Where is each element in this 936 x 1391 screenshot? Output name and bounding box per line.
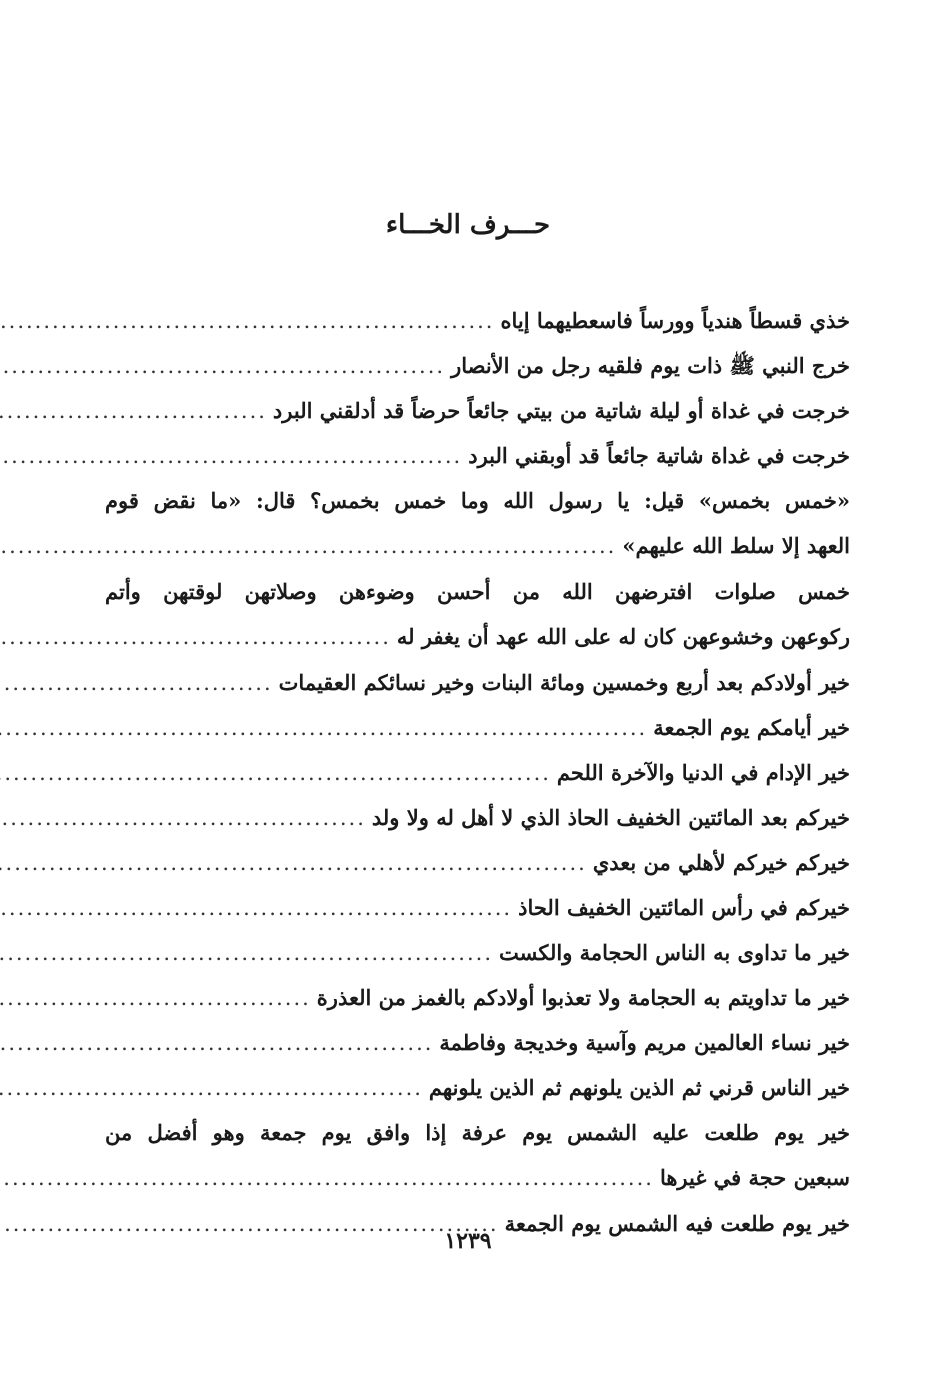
leader-dots — [0, 796, 366, 841]
entry-line — [105, 885, 850, 930]
entry-text: خير أولادكم بعد أربع وخمسين ومائة البنات وخير نسائكم العقيمات — [278, 670, 850, 695]
leader-dots — [0, 841, 587, 886]
leader-dots — [0, 434, 462, 479]
index-entry — [105, 569, 850, 660]
entry-line — [105, 750, 850, 795]
entry-line — [105, 1065, 850, 1110]
entry-line — [105, 523, 850, 569]
index-entry — [105, 1065, 850, 1110]
index-entry — [105, 298, 850, 343]
index-entry — [105, 750, 850, 795]
index-entry — [105, 1020, 850, 1065]
index-entry — [105, 1110, 850, 1201]
entry-text: خذي قسطاً هندياً وورساً فاسعطيهما إياه — [500, 308, 850, 333]
leader-dots — [0, 1156, 654, 1201]
page-number: ١٢٣٩ — [444, 1228, 492, 1254]
entry-text: خرج النبي ﷺ ذات يوم فلقيه رجل من الأنصار — [451, 353, 850, 378]
index-entry — [105, 343, 850, 388]
entry-text: سبعين حجة في غيرها — [659, 1165, 850, 1190]
entry-line — [105, 433, 850, 478]
entry-line — [105, 388, 850, 433]
entry-line — [105, 930, 850, 975]
entry-line — [105, 660, 850, 705]
entry-first-line: خمس صلوات افترضهن الله من أحسن وضوءهن وصلاتهن لوقتهن وأتم — [105, 579, 850, 604]
leader-dots — [0, 344, 445, 389]
leader-dots — [0, 886, 512, 931]
entry-line — [105, 1020, 850, 1065]
entry-text: خير أيامكم يوم الجمعة — [653, 715, 850, 740]
index-entry — [105, 388, 850, 433]
entry-text: ركوعهن وخشوعهن كان له على الله عهد أن يغفر له — [396, 624, 850, 649]
entry-text: خرجت في غداة شاتية جائعاً قد أوبقني البرد — [468, 443, 850, 468]
index-entries — [105, 298, 850, 1246]
entry-line — [105, 795, 850, 840]
leader-dots — [0, 976, 311, 1021]
entry-line — [105, 614, 850, 660]
index-entry — [105, 705, 850, 750]
entry-text: خيركم خيركم لأهلي من بعدي — [592, 850, 850, 875]
leader-dots — [0, 751, 551, 796]
entry-line — [105, 975, 850, 1020]
index-entry — [105, 930, 850, 975]
entry-text: خرجت في غداة أو ليلة شاتية من بيتي جائعاً حرضاً قد أدلقني البرد — [272, 398, 850, 423]
index-entry — [105, 885, 850, 930]
entry-text: خير ما تداويتم به الحجامة ولا تعذبوا أولادكم بالغمز من العذرة — [316, 985, 850, 1010]
index-entry — [105, 478, 850, 569]
entry-text: خير نساء العالمين مريم وآسية وخديجة وفاطمة — [439, 1030, 850, 1055]
entry-first-line: «خمس بخمس» قيل: يا رسول الله وما خمس بخمس؟ قال: «ما نقض قوم — [105, 488, 850, 513]
entry-line — [105, 1155, 850, 1201]
entry-text: خيركم في رأس المائتين الخفيف الحاذ — [518, 895, 850, 920]
entry-text: خير يوم طلعت فيه الشمس يوم الجمعة — [504, 1211, 850, 1236]
entry-text: خير الناس قرني ثم الذين يلونهم ثم الذين يلونهم — [428, 1075, 850, 1100]
leader-dots — [0, 661, 273, 706]
entry-text: خير الإدام في الدنيا والآخرة اللحم — [556, 760, 850, 785]
section-heading: حـــرف الخـــاء — [385, 210, 551, 240]
index-entry — [105, 433, 850, 478]
leader-dots — [0, 1066, 423, 1111]
entry-line — [105, 705, 850, 750]
leader-dots — [0, 389, 267, 434]
entry-text: خيركم بعد المائتين الخفيف الحاذ الذي لا أهل له ولا ولد — [371, 805, 850, 830]
index-entry — [105, 795, 850, 840]
entry-line — [105, 298, 850, 343]
leader-dots — [0, 299, 494, 344]
entry-text: خير ما تداوى به الناس الحجامة والكست — [499, 940, 850, 965]
entry-first-line: خير يوم طلعت عليه الشمس يوم عرفة إذا وافق يوم جمعة وهو أفضل من — [105, 1120, 850, 1145]
leader-dots — [0, 1021, 433, 1066]
leader-dots — [0, 931, 493, 976]
leader-dots — [0, 706, 647, 751]
entry-text: العهد إلا سلط الله عليهم» — [622, 533, 850, 558]
leader-dots — [0, 524, 616, 569]
leader-dots — [0, 615, 391, 660]
entry-line — [105, 840, 850, 885]
index-entry — [105, 660, 850, 705]
index-entry — [105, 840, 850, 885]
entry-line — [105, 343, 850, 388]
index-entry — [105, 975, 850, 1020]
